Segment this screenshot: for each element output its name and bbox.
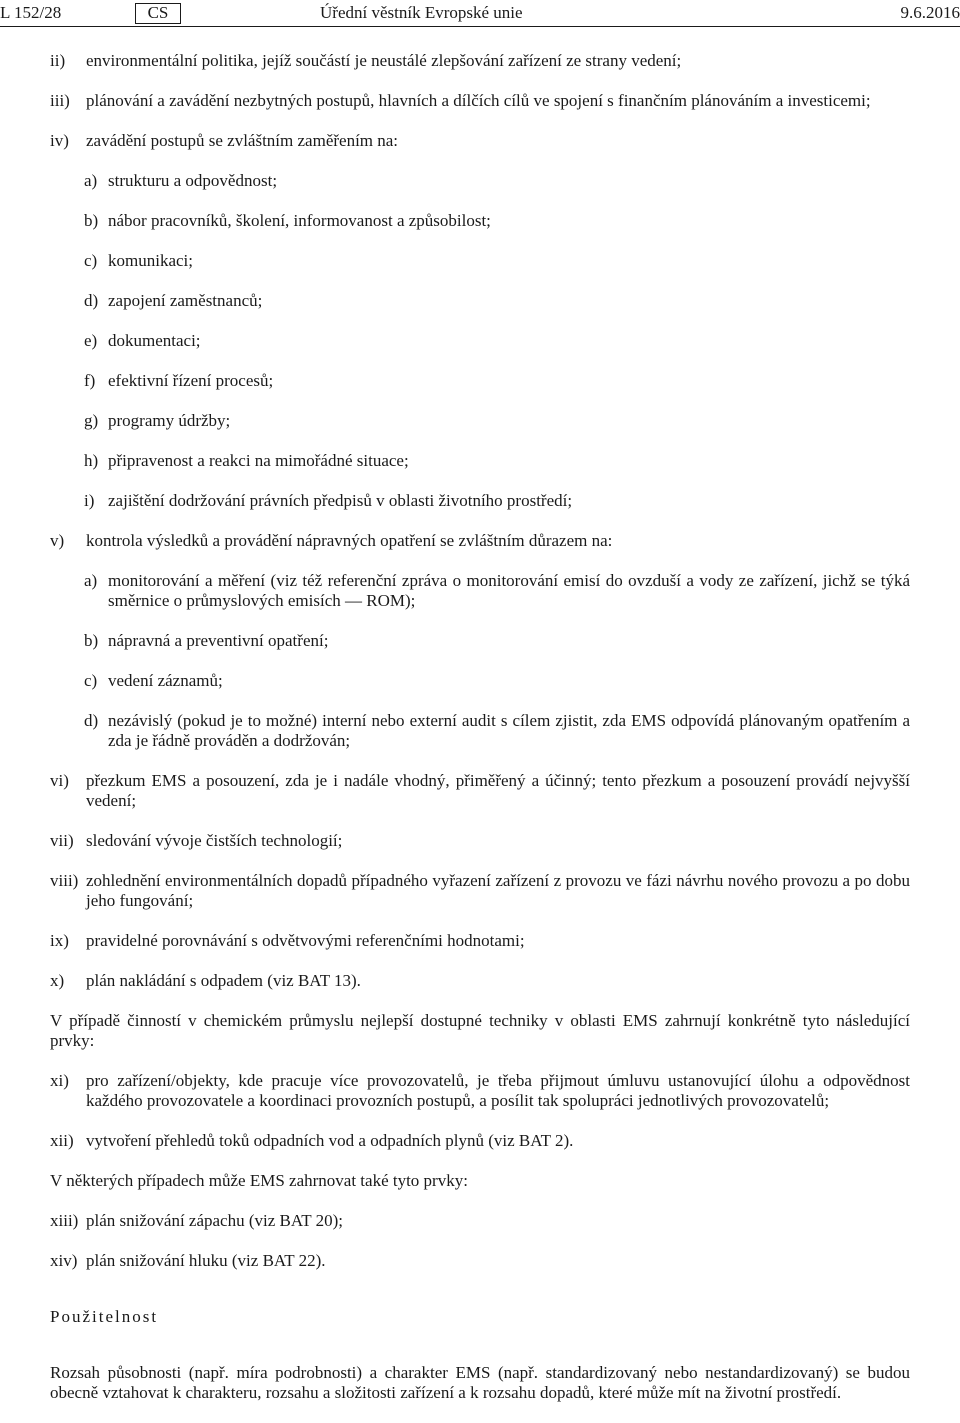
sub-item-letter: c) — [84, 251, 97, 271]
item-text: plán nakládání s odpadem (viz BAT 13). — [86, 971, 910, 991]
sub-item-text: strukturu a odpovědnost; — [108, 171, 910, 191]
sub-list-item — [50, 711, 910, 751]
list-item — [50, 1071, 910, 1111]
sub-list-item — [50, 571, 910, 611]
item-text: pravidelné porovnávání s odvětvovými referenčními hodnotami; — [86, 931, 910, 951]
sub-item-letter: a) — [84, 171, 97, 191]
sub-item-letter: d) — [84, 711, 98, 731]
item-text: plán snižování zápachu (viz BAT 20); — [86, 1211, 910, 1231]
sub-list-item — [50, 171, 910, 191]
item-text: plánování a zavádění nezbytných postupů, hlavních a dílčích cílů ve spojení s finančním plánováním a investicemi; — [86, 91, 910, 111]
journal-title: Úřední věstník Evropské unie — [320, 3, 523, 23]
sub-item-letter: h) — [84, 451, 98, 471]
item-text: vytvoření přehledů toků odpadních vod a odpadních plynů (viz BAT 2). — [86, 1131, 910, 1151]
sub-list-item — [50, 251, 910, 271]
item-number: xiv) — [50, 1251, 77, 1271]
sub-item-text: monitorování a měření (viz též referenční zpráva o monitorování emisí do ovzduší a vody ze zařízení, jichž se týká směrnice o průmyslových emisích — ROM); — [108, 571, 910, 611]
list-item — [50, 51, 910, 71]
chemical-industry-paragraph: V případě činností v chemickém průmyslu nejlepší dostupné techniky v oblasti EMS zahrnují konkrétně tyto následující prvky: — [50, 1011, 910, 1051]
list-item — [50, 831, 910, 851]
list-item — [50, 1131, 910, 1151]
sub-item-letter: b) — [84, 211, 98, 231]
list-item — [50, 131, 910, 151]
sub-list-item — [50, 671, 910, 691]
item-number: viii) — [50, 871, 78, 891]
list-item — [50, 1211, 910, 1231]
item-text: zohlednění environmentálních dopadů případného vyřazení zařízení z provozu ve fázi návrhu nového provozu a po dobu jeho fungování; — [86, 871, 910, 911]
sub-item-letter: e) — [84, 331, 97, 351]
sub-item-text: zapojení zaměstnanců; — [108, 291, 910, 311]
sub-item-text: nápravná a preventivní opatření; — [108, 631, 910, 651]
scope-paragraph: Rozsah působnosti (např. míra podrobnosti) a charakter EMS (např. standardizovaný nebo nestandardizovaný) se budou obecně vztahovat k charakteru, rozsahu a složitosti zařízení a k rozsahu dopadů, které může mít na životní prostředí. — [50, 1363, 910, 1403]
sub-list-item — [50, 451, 910, 471]
item-text: environmentální politika, jejíž součástí je neustálé zlepšování zařízení ze strany vedení; — [86, 51, 910, 71]
sub-list-item — [50, 371, 910, 391]
sub-list-item — [50, 211, 910, 231]
item-number: x) — [50, 971, 64, 991]
sub-item-letter: d) — [84, 291, 98, 311]
sub-item-text: dokumentaci; — [108, 331, 910, 351]
item-text: přezkum EMS a posouzení, zda je i nadále vhodný, přiměřený a účinný; tento přezkum a posouzení provádí nejvyšší vedení; — [86, 771, 910, 811]
item-number: ii) — [50, 51, 65, 71]
header-divider — [0, 26, 960, 27]
publication-date: 9.6.2016 — [901, 3, 960, 23]
sub-list-item — [50, 631, 910, 651]
sub-item-text: efektivní řízení procesů; — [108, 371, 910, 391]
list-item — [50, 1251, 910, 1271]
item-number: vi) — [50, 771, 69, 791]
sub-item-letter: f) — [84, 371, 95, 391]
item-number: ix) — [50, 931, 69, 951]
optional-elements-paragraph: V některých případech může EMS zahrnovat také tyto prvky: — [50, 1171, 910, 1191]
language-code-box: CS — [135, 3, 181, 24]
item-number: xiii) — [50, 1211, 78, 1231]
list-item — [50, 931, 910, 951]
sub-item-text: nábor pracovníků, školení, informovanost a způsobilost; — [108, 211, 910, 231]
sub-item-text: nezávislý (pokud je to možné) interní nebo externí audit s cílem zjistit, zda EMS odpovídá plánovaným opatřením a zda je řádně prováděn a dodržován; — [108, 711, 910, 751]
item-number: vii) — [50, 831, 74, 851]
item-text: pro zařízení/objekty, kde pracuje více provozovatelů, je třeba přijmout úmluvu ustanovující úlohu a odpovědnost každého provozovatele a koordinaci provozních postupů, a posílit tak spolupráci jednotlivých provozovatelů; — [86, 1071, 910, 1111]
sub-list-item — [50, 411, 910, 431]
sub-item-text: připravenost a reakci na mimořádné situace; — [108, 451, 910, 471]
page-header — [0, 0, 960, 26]
item-number: iii) — [50, 91, 70, 111]
list-item — [50, 771, 910, 811]
list-item — [50, 871, 910, 911]
sub-list-item — [50, 291, 910, 311]
sub-item-letter: a) — [84, 571, 97, 591]
sub-item-text: vedení záznamů; — [108, 671, 910, 691]
sub-item-letter: g) — [84, 411, 98, 431]
item-text: sledování vývoje čistších technologií; — [86, 831, 910, 851]
sub-item-text: komunikaci; — [108, 251, 910, 271]
sub-item-letter: b) — [84, 631, 98, 651]
sub-item-letter: i) — [84, 491, 94, 511]
item-number: xii) — [50, 1131, 74, 1151]
page-reference: L 152/28 — [0, 3, 61, 23]
item-number: v) — [50, 531, 64, 551]
sub-list-item — [50, 331, 910, 351]
item-number: xi) — [50, 1071, 69, 1091]
item-text: plán snižování hluku (viz BAT 22). — [86, 1251, 910, 1271]
list-item — [50, 531, 910, 551]
item-text: zavádění postupů se zvláštním zaměřením na: — [86, 131, 910, 151]
sub-item-text: zajištění dodržování právních předpisů v oblasti životního prostředí; — [108, 491, 910, 511]
sub-item-letter: c) — [84, 671, 97, 691]
sub-list-item — [50, 491, 910, 511]
document-body — [50, 51, 910, 1423]
list-item — [50, 91, 910, 111]
sub-item-text: programy údržby; — [108, 411, 910, 431]
item-text: kontrola výsledků a provádění nápravných opatření se zvláštním důrazem na: — [86, 531, 910, 551]
item-number: iv) — [50, 131, 69, 151]
section-heading: Použitelnost — [50, 1307, 910, 1327]
list-item — [50, 971, 910, 991]
